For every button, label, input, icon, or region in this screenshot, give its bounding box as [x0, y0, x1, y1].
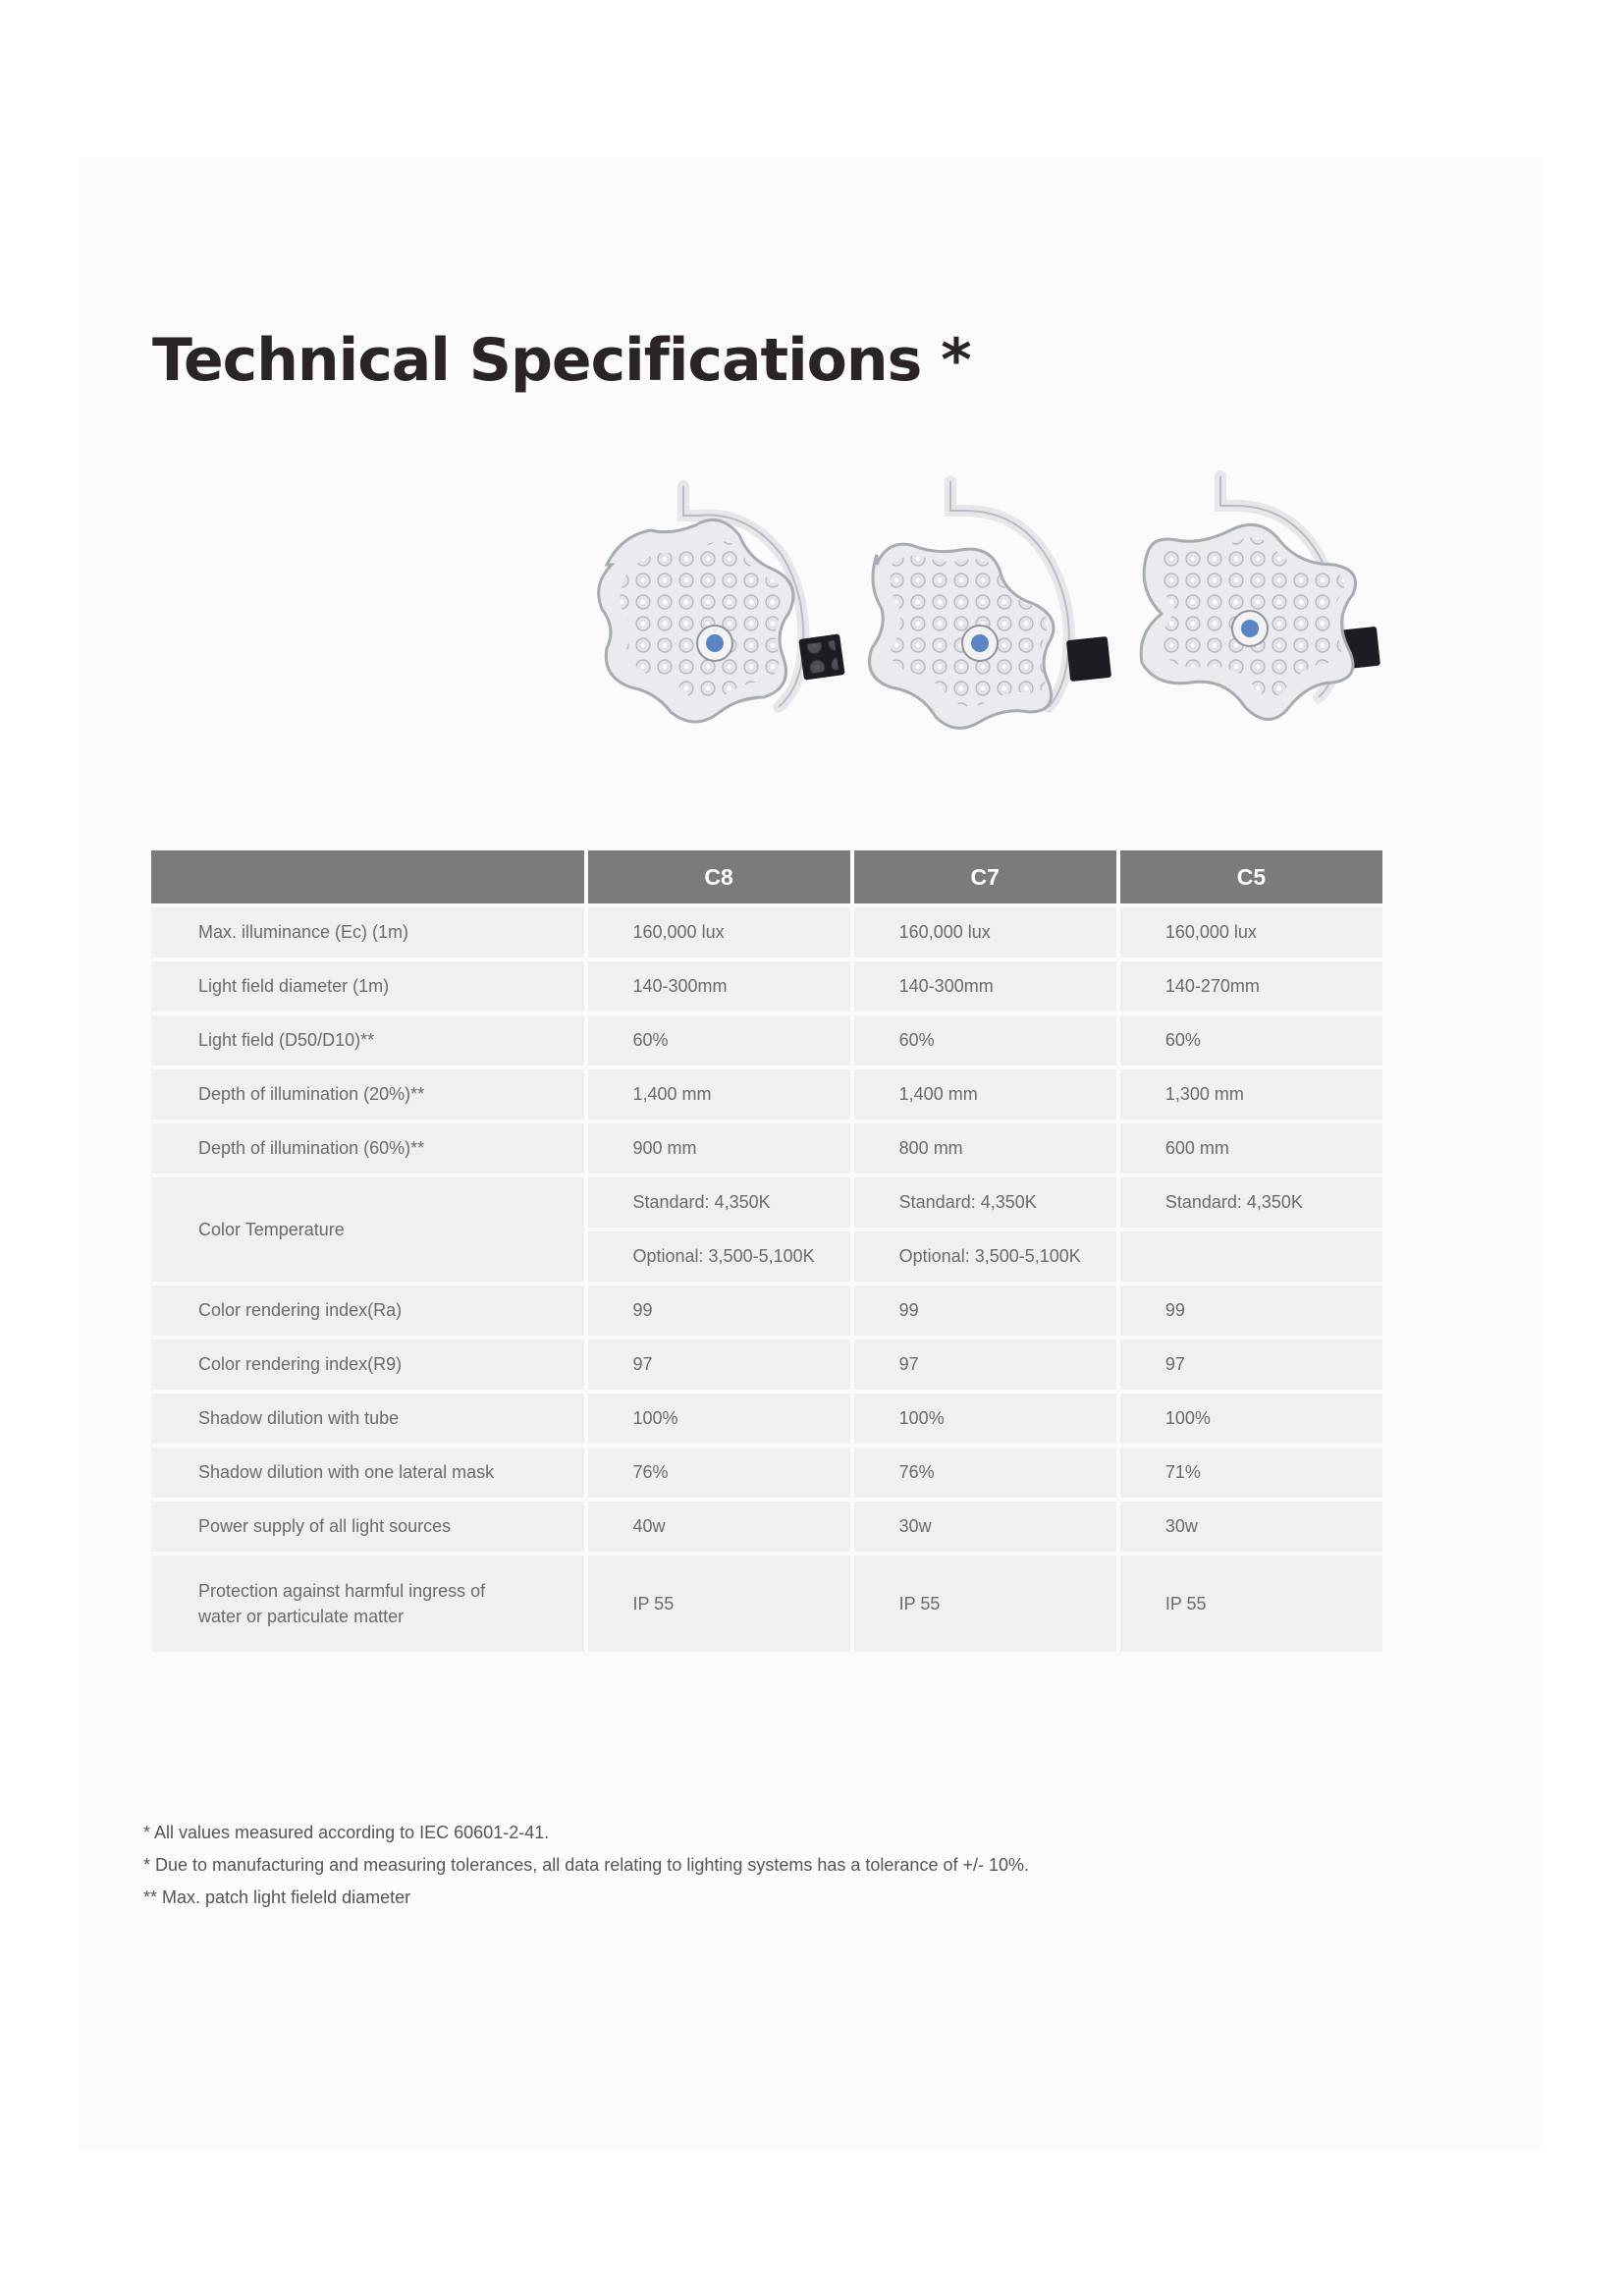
cell-value: 76%: [854, 1448, 1116, 1498]
row-label: Color Temperature: [151, 1177, 584, 1282]
cell-value: 40w: [588, 1502, 850, 1552]
cell-value: 1,400 mm: [588, 1069, 850, 1120]
product-images: [568, 462, 1402, 786]
cell-value: 60%: [1120, 1015, 1382, 1066]
cell-value: Standard: 4,350K: [588, 1177, 850, 1228]
row-label: Depth of illumination (60%)**: [151, 1123, 584, 1174]
cell-value: 30w: [854, 1502, 1116, 1552]
footnote: ** Max. patch light fieleld diameter: [143, 1887, 411, 1907]
cell-value: 100%: [854, 1394, 1116, 1444]
row-label: Color rendering index(R9): [151, 1339, 584, 1390]
cell-value: 97: [854, 1339, 1116, 1390]
row-label: Depth of illumination (20%)**: [151, 1069, 584, 1120]
row-label: Power supply of all light sources: [151, 1502, 584, 1552]
cell-value: Optional: 3,500-5,100K: [854, 1231, 1116, 1282]
lamp-c7-image: [870, 481, 1112, 728]
table-row: [151, 1123, 1382, 1174]
cell-value: 100%: [588, 1394, 850, 1444]
cell-value: 1,300 mm: [1120, 1069, 1382, 1120]
table-row: [151, 1502, 1382, 1552]
cell-value: 160,000 lux: [1120, 907, 1382, 957]
footnotes: [143, 1823, 1029, 1920]
cell-value: 1,400 mm: [854, 1069, 1116, 1120]
table-row: [151, 1339, 1382, 1390]
table-row: [151, 907, 1382, 957]
header-blank: [151, 850, 584, 903]
cell-value: IP 55: [854, 1556, 1116, 1652]
cell-value: 160,000 lux: [588, 907, 850, 957]
cell-value: 99: [588, 1285, 850, 1336]
row-label: Max. illuminance (Ec) (1m): [151, 907, 584, 957]
spec-table: [147, 847, 1386, 1656]
table-row: [151, 961, 1382, 1011]
row-label: Shadow dilution with one lateral mask: [151, 1448, 584, 1498]
table-row: [151, 1069, 1382, 1120]
cell-value: 140-300mm: [588, 961, 850, 1011]
footnote: * Due to manufacturing and measuring tolerances, all data relating to lighting systems has a tolerance of +/- 10%.: [143, 1855, 1030, 1875]
lamp-c8-image: [599, 486, 845, 722]
row-label: Light field diameter (1m): [151, 961, 584, 1011]
header-model-c7: C7: [854, 850, 1116, 903]
row-label: Shadow dilution with tube: [151, 1394, 584, 1444]
cell-value: 140-300mm: [854, 961, 1116, 1011]
cell-value: IP 55: [1120, 1556, 1382, 1652]
cell-value: Standard: 4,350K: [1120, 1177, 1382, 1228]
table-row: [151, 1394, 1382, 1444]
cell-value: 160,000 lux: [854, 907, 1116, 957]
table-row: [151, 1177, 1382, 1228]
cell-value: 60%: [854, 1015, 1116, 1066]
cell-value: Optional: 3,500-5,100K: [588, 1231, 850, 1282]
cell-value: 99: [854, 1285, 1116, 1336]
cell-value: [1120, 1231, 1382, 1282]
cell-value: 900 mm: [588, 1123, 850, 1174]
cell-value: 140-270mm: [1120, 961, 1382, 1011]
cell-value: 99: [1120, 1285, 1382, 1336]
table-row: [151, 1448, 1382, 1498]
cell-value: 71%: [1120, 1448, 1382, 1498]
cell-value: Standard: 4,350K: [854, 1177, 1116, 1228]
header-model-c5: C5: [1120, 850, 1382, 903]
cell-value: 60%: [588, 1015, 850, 1066]
table-row: [151, 1015, 1382, 1066]
row-label: Protection against harmful ingress of water or particulate matter: [151, 1556, 584, 1652]
footnote: * All values measured according to IEC 60601-2-41.: [143, 1823, 550, 1842]
cell-value: 600 mm: [1120, 1123, 1382, 1174]
cell-value: IP 55: [588, 1556, 850, 1652]
lamp-c5-image: [1141, 476, 1380, 720]
cell-value: 76%: [588, 1448, 850, 1498]
header-model-c8: C8: [588, 850, 850, 903]
row-label: Light field (D50/D10)**: [151, 1015, 584, 1066]
cell-value: 800 mm: [854, 1123, 1116, 1174]
page-title: Technical Specifications *: [152, 326, 971, 395]
cell-value: 97: [588, 1339, 850, 1390]
table-header-row: [151, 850, 1382, 903]
table-row: [151, 1556, 1382, 1652]
table-row: [151, 1285, 1382, 1336]
cell-value: 97: [1120, 1339, 1382, 1390]
cell-value: 30w: [1120, 1502, 1382, 1552]
cell-value: 100%: [1120, 1394, 1382, 1444]
row-label: Color rendering index(Ra): [151, 1285, 584, 1336]
